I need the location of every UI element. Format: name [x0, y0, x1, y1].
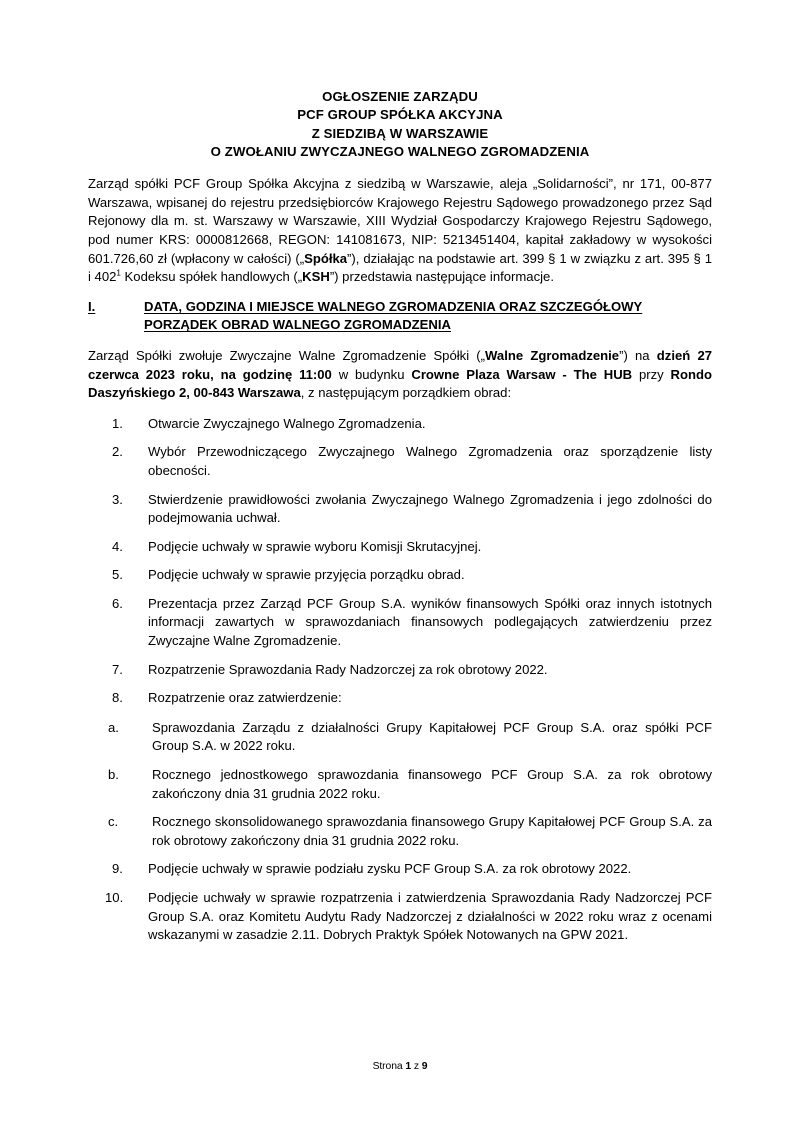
agenda-subitem-text: Rocznego skonsolidowanego sprawozdania finansowego Grupy Kapitałowej PCF Group S.A. za rok obrotowy zakończony dnia 31 grudnia 2022 roku. — [152, 814, 712, 848]
agenda-item-text: Podjęcie uchwały w sprawie podziału zysku PCF Group S.A. za rok obrotowy 2022. — [148, 861, 632, 877]
agenda-subitem-text: Rocznego jednostkowego sprawozdania finansowego PCF Group S.A. za rok obrotowy zakończony dnia 31 grudnia 2022 roku. — [152, 767, 712, 801]
convocation-part-4: przy — [632, 366, 671, 382]
agenda-item-marker: 5. — [112, 567, 123, 583]
section-heading-1 — [88, 298, 712, 335]
footer-current-page: 1 — [405, 1061, 412, 1072]
agenda-subitem-text: Sprawozdania Zarządu z działalności Grupy Kapitałowej PCF Group S.A. oraz spółki PCF Group S.A. w 2022 roku. — [152, 719, 712, 754]
agenda-item-marker: 3. — [112, 491, 123, 507]
agenda-subitems-wrapper — [88, 708, 712, 851]
agenda-item-text: Prezentacja przez Zarząd PCF Group S.A. wyników finansowych Spółki oraz innych istotnych informacji zawartych w sprawozdaniach finansowych podlegających zatwierdzeniu przez Zwyczajne Walne Zgromadzenie. — [148, 595, 712, 649]
agenda-subitem-8c — [88, 813, 712, 850]
agenda-list — [88, 415, 712, 945]
intro-bold-spolka: Spółka — [304, 250, 348, 266]
agenda-item-marker: 1. — [112, 415, 123, 431]
agenda-item-text: Podjęcie uchwały w sprawie rozpatrzenia i zatwierdzenia Sprawozdania Rady Nadzorczej PCF Group S.A. oraz Komitetu Audytu Rady Nadzorczej z działalności w 2022 roku wraz z ocenami wskazanymi w zasadzie 2.11. Dobrych Praktyk Spółek Notowanych na GPW 2021. — [148, 890, 712, 943]
agenda-subitem-marker: b. — [108, 767, 119, 783]
convocation-bold-date-time: dzień 27 czerwca 2023 roku, na godzinę 11:00 — [88, 347, 713, 382]
document-content — [88, 88, 712, 955]
agenda-item-text: Podjęcie uchwały w sprawie przyjęcia porządku obrad. — [148, 567, 465, 583]
agenda-item-marker: 10. — [105, 890, 124, 905]
agenda-item-text: Wybór Przewodniczącego Zwyczajnego Walnego Zgromadzenia oraz sporządzenie listy obecności. — [148, 444, 712, 478]
agenda-item-marker: 8. — [112, 690, 123, 706]
footer-label: Strona — [372, 1061, 406, 1072]
convocation-part-3: w budynku — [331, 366, 412, 382]
footer-total-pages: 9 — [421, 1061, 428, 1072]
convocation-bold-venue: Crowne Plaza Warsaw - The HUB — [411, 366, 633, 382]
intro-bold-ksh: KSH — [302, 269, 330, 285]
title-line-4: O ZWOŁANIU ZWYCZAJNEGO WALNEGO ZGROMADZENIA — [210, 143, 590, 159]
agenda-item-3 — [88, 491, 712, 528]
convocation-bold-walne-zgromadzenie: Walne Zgromadzenie — [485, 347, 620, 363]
agenda-item-7 — [88, 661, 712, 680]
agenda-item-text: Podjęcie uchwały w sprawie wyboru Komisji Skrutacyjnej. — [148, 538, 482, 554]
agenda-item-4 — [88, 538, 712, 557]
agenda-subitem-marker: c. — [108, 814, 119, 830]
agenda-item-text: Rozpatrzenie oraz zatwierdzenie: — [148, 690, 342, 706]
section-number: I. — [88, 298, 96, 314]
agenda-item-10 — [88, 889, 712, 945]
footnote-marker-1: 1 — [116, 268, 121, 278]
agenda-item-marker: 6. — [112, 595, 123, 611]
agenda-subitem-8b — [88, 766, 712, 803]
intro-text-part-4: ”) przedstawia następujące informacje. — [329, 269, 554, 285]
convocation-part-1: Zarząd Spółki zwołuje Zwyczajne Walne Zgromadzenie Spółki („ — [88, 347, 486, 363]
agenda-item-9 — [88, 860, 712, 879]
agenda-sublist-8 — [88, 719, 712, 851]
footer-separator: z — [411, 1061, 422, 1072]
agenda-subitem-marker: a. — [108, 719, 119, 735]
agenda-item-1 — [88, 415, 712, 434]
agenda-item-marker: 9. — [112, 861, 123, 877]
section-title: DATA, GODZINA I MIEJSCE WALNEGO ZGROMADZENIA ORAZ SZCZEGÓŁOWY PORZĄDEK OBRAD WALNEGO ZGROMADZENIA — [144, 298, 643, 333]
convocation-bold-address: Rondo Daszyńskiego 2, 00-843 Warszawa — [88, 366, 712, 401]
intro-paragraph — [88, 175, 712, 287]
title-line-3: Z SIEDZIBĄ W WARSZAWIE — [311, 125, 489, 141]
document-title — [88, 88, 712, 161]
agenda-item-6 — [88, 595, 712, 651]
intro-text-part-3: Kodeksu spółek handlowych („ — [120, 269, 303, 285]
agenda-subitem-8a — [88, 719, 712, 756]
convocation-part-5: , z następującym porządkiem obrad: — [300, 385, 512, 401]
page-footer — [0, 1060, 800, 1074]
agenda-item-marker: 2. — [112, 444, 123, 460]
agenda-item-marker: 4. — [112, 538, 123, 554]
title-line-2: PCF GROUP SPÓŁKA AKCYJNA — [297, 107, 503, 123]
convocation-part-2: ”) na — [619, 347, 657, 363]
agenda-item-5 — [88, 566, 712, 585]
agenda-item-2 — [88, 443, 712, 480]
agenda-item-8 — [88, 689, 712, 850]
title-line-1: OGŁOSZENIE ZARZĄDU — [322, 89, 478, 104]
intro-text-part-2: ”), działając na podstawie art. 399 § 1 w związku z art. 395 § 1 i 402 — [88, 250, 712, 285]
agenda-item-text: Otwarcie Zwyczajnego Walnego Zgromadzenia. — [148, 415, 426, 431]
agenda-item-text: Stwierdzenie prawidłowości zwołania Zwyczajnego Walnego Zgromadzenia i jego zdolności do podejmowania uchwał. — [148, 491, 712, 526]
convocation-paragraph — [88, 347, 712, 403]
agenda-item-text: Rozpatrzenie Sprawozdania Rady Nadzorczej za rok obrotowy 2022. — [148, 661, 548, 677]
agenda-item-marker: 7. — [112, 661, 123, 677]
intro-text-part-1: Zarząd spółki PCF Group Spółka Akcyjna z siedzibą w Warszawie, aleja „Solidarności”, nr 171, 00-877 Warszawa, wpisanej do rejestru przedsiębiorców Krajowego Rejestru Sądowego prowadzonego przez Sąd Rejonowy dla m. st. Warszawy w Warszawie, XIII Wydział Gospodarczy Krajowego Rejestru Sądowego, pod numer KRS: 0000812668, REGON: 141081673, NIP: 5213451404, kapitał zakładowy w wysokości 601.726,60 zł (wpłacony w całości) („ — [88, 176, 712, 266]
